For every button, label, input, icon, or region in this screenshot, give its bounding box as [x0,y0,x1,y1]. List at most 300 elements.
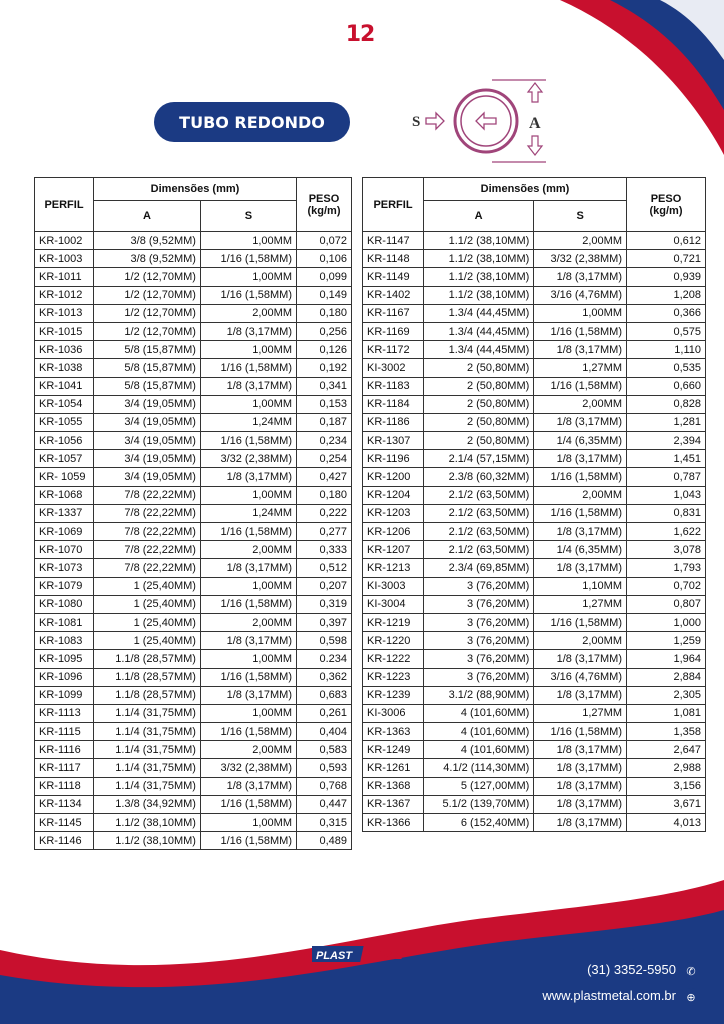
cell-s: 1/16 (1,58MM) [534,322,627,340]
cell-a: 5/8 (15,87MM) [94,359,201,377]
header-s: S [200,201,296,232]
svg-text:METAL: METAL [362,948,403,962]
table-row [363,486,706,504]
cell-perfil: KR-1239 [363,686,424,704]
diagram-a-label: A [529,115,541,132]
cell-s: 1/8 (3,17MM) [534,686,627,704]
cell-perfil: KR-1068 [35,486,94,504]
cell-a: 3/4 (19,05MM) [94,468,201,486]
cell-s: 1/8 (3,17MM) [200,377,296,395]
diagram-s-label: S [412,114,421,130]
cell-s: 1,00MM [200,650,296,668]
cell-peso: 0,192 [297,359,352,377]
header-peso [627,178,706,232]
table-row [363,814,706,832]
cell-s: 1,27MM [534,595,627,613]
cell-peso: 0,254 [297,450,352,468]
table-row [35,413,352,431]
cell-perfil: KR-1095 [35,650,94,668]
cell-perfil: KI-3002 [363,359,424,377]
cell-perfil: KR-1134 [35,795,94,813]
cell-perfil: KR-1147 [363,232,424,250]
cell-a: 1.3/4 (44,45MM) [424,304,534,322]
header-a: A [94,201,201,232]
cell-s: 1/8 (3,17MM) [534,450,627,468]
cell-a: 1.1/8 (28,57MM) [94,686,201,704]
cell-peso: 1,451 [627,450,706,468]
cell-perfil: KR-1146 [35,832,94,850]
table-row [35,541,352,559]
cell-peso: 3,078 [627,541,706,559]
table-row [363,450,706,468]
cell-peso: 1,281 [627,413,706,431]
header-peso-unit: (kg/m) [649,204,683,217]
cell-perfil: KR-1011 [35,268,94,286]
cell-perfil: KR-1115 [35,723,94,741]
cell-a: 1/2 (12,70MM) [94,322,201,340]
cell-peso: 0,207 [297,577,352,595]
cell-peso: 0,787 [627,468,706,486]
cell-peso: 0,126 [297,341,352,359]
table-row [35,486,352,504]
cell-perfil: KR-1213 [363,559,424,577]
cell-s: 1/8 (3,17MM) [534,795,627,813]
cell-a: 4 (101,60MM) [424,741,534,759]
cell-perfil: KR-1169 [363,322,424,340]
cell-s: 1/16 (1,58MM) [534,613,627,631]
cell-peso: 0,427 [297,468,352,486]
cell-s: 1,00MM [200,395,296,413]
cell-a: 1.3/4 (44,45MM) [424,341,534,359]
cell-a: 3 (76,20MM) [424,632,534,650]
cell-a: 1 (25,40MM) [94,577,201,595]
cell-peso: 4,013 [627,814,706,832]
section-title: TUBO REDONDO [154,102,350,142]
cell-peso: 0,721 [627,250,706,268]
cell-peso: 1,622 [627,523,706,541]
cell-peso: 0,366 [627,304,706,322]
table-row [363,595,706,613]
table-row [35,395,352,413]
cell-s: 1/16 (1,58MM) [200,523,296,541]
cell-peso: 1,081 [627,704,706,722]
table-row [363,759,706,777]
table-row [363,613,706,631]
cell-s: 1/16 (1,58MM) [534,468,627,486]
cell-s: 1,27MM [534,704,627,722]
cell-peso: 0,362 [297,668,352,686]
table-row [35,286,352,304]
cell-peso: 0,072 [297,232,352,250]
cell-a: 2 (50,80MM) [424,377,534,395]
cell-s: 2,00MM [200,613,296,631]
cell-a: 3.1/2 (88,90MM) [424,686,534,704]
cell-a: 1.1/4 (31,75MM) [94,704,201,722]
cell-perfil: KI-3003 [363,577,424,595]
cell-peso: 0,341 [297,377,352,395]
table-row [35,250,352,268]
cell-perfil: KR-1036 [35,341,94,359]
cell-perfil: KR- 1059 [35,468,94,486]
cell-perfil: KR-1220 [363,632,424,650]
cell-a: 7/8 (22,22MM) [94,504,201,522]
cell-perfil: KR-1368 [363,777,424,795]
table-row [363,432,706,450]
cell-s: 1/4 (6,35MM) [534,541,627,559]
cell-peso: 0,180 [297,304,352,322]
profile-table-left [34,177,352,850]
cell-perfil: KR-1079 [35,577,94,595]
cell-peso: 0,489 [297,832,352,850]
cell-s: 1,27MM [534,359,627,377]
cell-a: 2.3/8 (60,32MM) [424,468,534,486]
cell-s: 1/16 (1,58MM) [200,250,296,268]
table-row [363,795,706,813]
cell-a: 1 (25,40MM) [94,632,201,650]
cell-s: 1/16 (1,58MM) [200,359,296,377]
cell-a: 7/8 (22,22MM) [94,523,201,541]
footer-website[interactable]: www.plastmetal.com.br [542,988,676,1003]
cell-perfil: KR-1249 [363,741,424,759]
cell-peso: 2,647 [627,741,706,759]
cell-perfil: KR-1012 [35,286,94,304]
cell-a: 3/8 (9,52MM) [94,250,201,268]
globe-icon: ⊕ [682,988,700,1006]
cell-perfil: KR-1186 [363,413,424,431]
cell-a: 5/8 (15,87MM) [94,341,201,359]
table-row [35,814,352,832]
cell-peso: 0,598 [297,632,352,650]
cell-s: 2,00MM [200,741,296,759]
header-perfil: PERFIL [35,178,94,232]
header-peso-label: PESO [650,192,682,205]
cell-perfil: KR-1081 [35,613,94,631]
cell-perfil: KR-1167 [363,304,424,322]
header-peso [297,178,352,232]
cell-s: 1,00MM [200,341,296,359]
cell-a: 2 (50,80MM) [424,359,534,377]
cell-perfil: KR-1203 [363,504,424,522]
cell-peso: 0,683 [297,686,352,704]
cell-a: 4 (101,60MM) [424,704,534,722]
table-row [35,523,352,541]
table-row [35,704,352,722]
cell-perfil: KR-1073 [35,559,94,577]
cell-s: 1/8 (3,17MM) [200,559,296,577]
cell-s: 1/16 (1,58MM) [534,504,627,522]
table-row [35,432,352,450]
cell-s: 1/16 (1,58MM) [200,723,296,741]
cell-s: 1/16 (1,58MM) [534,723,627,741]
cell-s: 1/8 (3,17MM) [200,468,296,486]
cell-a: 2.1/2 (63,50MM) [424,486,534,504]
cell-peso: 0,187 [297,413,352,431]
cell-peso: 0,261 [297,704,352,722]
cell-perfil: KR-1222 [363,650,424,668]
cell-peso: 0,397 [297,613,352,631]
cell-a: 1.3/8 (34,92MM) [94,795,201,813]
cell-a: 3 (76,20MM) [424,613,534,631]
table-row [363,413,706,431]
cell-s: 1/8 (3,17MM) [534,413,627,431]
cell-s: 2,00MM [534,486,627,504]
table-row [363,577,706,595]
table-row [363,632,706,650]
cell-peso: 0,535 [627,359,706,377]
table-row [35,232,352,250]
cell-a: 2.3/4 (69,85MM) [424,559,534,577]
table-row [363,777,706,795]
table-row [35,595,352,613]
cell-s: 1/8 (3,17MM) [200,686,296,704]
cell-peso: 0,828 [627,395,706,413]
cell-s: 1,00MM [200,232,296,250]
cell-peso: 0,222 [297,504,352,522]
cell-peso: 0,149 [297,286,352,304]
cell-perfil: KR-1118 [35,777,94,795]
cell-peso: 0,106 [297,250,352,268]
table-row [363,686,706,704]
table-row [363,541,706,559]
cell-perfil: KR-1206 [363,523,424,541]
cell-s: 1,00MM [200,577,296,595]
cell-peso: 0,333 [297,541,352,559]
cell-perfil: KR-1002 [35,232,94,250]
cell-perfil: KI-3004 [363,595,424,613]
cell-s: 1/8 (3,17MM) [200,632,296,650]
table-row [363,559,706,577]
table-row [35,668,352,686]
cell-a: 1.1/4 (31,75MM) [94,777,201,795]
cell-perfil: KR-1219 [363,613,424,631]
cell-peso: 0,234 [297,432,352,450]
cell-a: 1 (25,40MM) [94,613,201,631]
cell-s: 1/16 (1,58MM) [200,832,296,850]
cell-s: 1,00MM [200,814,296,832]
table-row [363,377,706,395]
cell-a: 2.1/4 (57,15MM) [424,450,534,468]
cell-a: 7/8 (22,22MM) [94,541,201,559]
cell-perfil: KR-1013 [35,304,94,322]
cell-a: 4.1/2 (114,30MM) [424,759,534,777]
cell-a: 1/2 (12,70MM) [94,304,201,322]
cell-peso: 2,988 [627,759,706,777]
cell-a: 2 (50,80MM) [424,395,534,413]
footer-phone[interactable]: (31) 3352-5950 [587,962,676,977]
cell-s: 1/4 (6,35MM) [534,432,627,450]
cell-peso: 0,315 [297,814,352,832]
cell-perfil: KR-1038 [35,359,94,377]
table-row [35,377,352,395]
header-dimensoes: Dimensões (mm) [94,178,297,201]
cell-perfil: KR-1183 [363,377,424,395]
brand-logo [312,944,412,966]
cell-peso: 0,153 [297,395,352,413]
cell-s: 3/16 (4,76MM) [534,286,627,304]
cell-perfil: KR-1149 [363,268,424,286]
cell-perfil: KR-1070 [35,541,94,559]
table-row [35,268,352,286]
table-row [363,668,706,686]
tube-diagram [410,74,560,164]
cell-perfil: KR-1041 [35,377,94,395]
page-number: 12 [345,22,375,47]
cell-a: 3 (76,20MM) [424,668,534,686]
table-row [363,359,706,377]
cell-s: 1/16 (1,58MM) [534,377,627,395]
cell-peso: 2,394 [627,432,706,450]
cell-s: 1/8 (3,17MM) [534,777,627,795]
cell-s: 2,00MM [534,395,627,413]
table-row [35,832,352,850]
table-row [35,559,352,577]
cell-s: 1/8 (3,17MM) [200,777,296,795]
cell-perfil: KR-1099 [35,686,94,704]
cell-a: 1.1/4 (31,75MM) [94,741,201,759]
cell-peso: 0,660 [627,377,706,395]
cell-a: 1.1/2 (38,10MM) [424,232,534,250]
table-row [35,759,352,777]
cell-s: 3/32 (2,38MM) [200,759,296,777]
cell-perfil: KR-1367 [363,795,424,813]
cell-perfil: KR-1184 [363,395,424,413]
cell-a: 3/4 (19,05MM) [94,450,201,468]
cell-perfil: KR-1207 [363,541,424,559]
cell-perfil: KR-1402 [363,286,424,304]
svg-text:PLAST: PLAST [316,950,353,962]
cell-s: 1/8 (3,17MM) [534,650,627,668]
cell-a: 1.3/4 (44,45MM) [424,322,534,340]
cell-a: 1.1/8 (28,57MM) [94,668,201,686]
cell-peso: 0,512 [297,559,352,577]
cell-s: 1/8 (3,17MM) [534,559,627,577]
cell-perfil: KR-1083 [35,632,94,650]
cell-peso: 1,043 [627,486,706,504]
cell-perfil: KR-1261 [363,759,424,777]
table-row [35,450,352,468]
cell-a: 1.1/2 (38,10MM) [94,832,201,850]
cell-peso: 0,180 [297,486,352,504]
cell-s: 1,10MM [534,577,627,595]
table-row [35,304,352,322]
cell-a: 1.1/4 (31,75MM) [94,723,201,741]
cell-peso: 0,593 [297,759,352,777]
cell-s: 1,00MM [200,704,296,722]
profile-table-right [362,177,706,832]
cell-peso: 3,671 [627,795,706,813]
cell-a: 3/8 (9,52MM) [94,232,201,250]
cell-peso: 0,099 [297,268,352,286]
cell-a: 3/4 (19,05MM) [94,395,201,413]
cell-a: 2.1/2 (63,50MM) [424,504,534,522]
cell-a: 2 (50,80MM) [424,432,534,450]
table-row [35,632,352,650]
cell-peso: 0,447 [297,795,352,813]
header-perfil: PERFIL [363,178,424,232]
cell-a: 3/4 (19,05MM) [94,432,201,450]
cell-a: 5/8 (15,87MM) [94,377,201,395]
cell-peso: 0,831 [627,504,706,522]
table-row [35,777,352,795]
cell-peso: 0,612 [627,232,706,250]
table-row [363,723,706,741]
cell-s: 3/32 (2,38MM) [200,450,296,468]
cell-a: 1.1/2 (38,10MM) [424,268,534,286]
cell-peso: 0,575 [627,322,706,340]
cell-peso: 0,319 [297,595,352,613]
table-row [35,504,352,522]
cell-s: 1,24MM [200,413,296,431]
cell-s: 1/16 (1,58MM) [200,668,296,686]
cell-peso: 1,110 [627,341,706,359]
cell-perfil: KR-1145 [35,814,94,832]
table-row [35,795,352,813]
cell-perfil: KR-1200 [363,468,424,486]
table-row [363,650,706,668]
cell-peso: 0,583 [297,741,352,759]
table-row [35,322,352,340]
table-row [363,504,706,522]
cell-perfil: KR-1116 [35,741,94,759]
table-row [363,304,706,322]
cell-a: 3 (76,20MM) [424,650,534,668]
cell-s: 1/8 (3,17MM) [534,523,627,541]
cell-s: 1/16 (1,58MM) [200,795,296,813]
cell-peso: 0,768 [297,777,352,795]
table-row [35,650,352,668]
table-row [363,395,706,413]
cell-s: 1,00MM [200,486,296,504]
cell-a: 1 (25,40MM) [94,595,201,613]
cell-a: 5 (127,00MM) [424,777,534,795]
cell-s: 1,00MM [534,304,627,322]
cell-peso: 3,156 [627,777,706,795]
cell-perfil: KR-1054 [35,395,94,413]
cell-peso: 1,793 [627,559,706,577]
cell-peso: 1,208 [627,286,706,304]
cell-s: 2,00MM [200,304,296,322]
table-row [35,686,352,704]
cell-peso: 0,404 [297,723,352,741]
cell-peso: 0.234 [297,650,352,668]
table-row [363,286,706,304]
cell-perfil: KI-3006 [363,704,424,722]
cell-a: 3 (76,20MM) [424,577,534,595]
table-row [35,468,352,486]
cell-s: 1/8 (3,17MM) [534,268,627,286]
cell-s: 1/16 (1,58MM) [200,595,296,613]
cell-peso: 0,702 [627,577,706,595]
cell-a: 1.1/2 (38,10MM) [424,250,534,268]
table-row [35,723,352,741]
cell-a: 1/2 (12,70MM) [94,268,201,286]
cell-a: 7/8 (22,22MM) [94,559,201,577]
header-dimensoes: Dimensões (mm) [424,178,627,201]
table-row [363,523,706,541]
cell-perfil: KR-1056 [35,432,94,450]
cell-perfil: KR-1055 [35,413,94,431]
cell-a: 3/4 (19,05MM) [94,413,201,431]
table-row [363,468,706,486]
cell-s: 2,00MM [534,232,627,250]
cell-perfil: KR-1057 [35,450,94,468]
cell-s: 3/32 (2,38MM) [534,250,627,268]
cell-s: 1,24MM [200,504,296,522]
cell-peso: 2,884 [627,668,706,686]
table-row [363,704,706,722]
cell-a: 2 (50,80MM) [424,413,534,431]
cell-s: 1,00MM [200,268,296,286]
